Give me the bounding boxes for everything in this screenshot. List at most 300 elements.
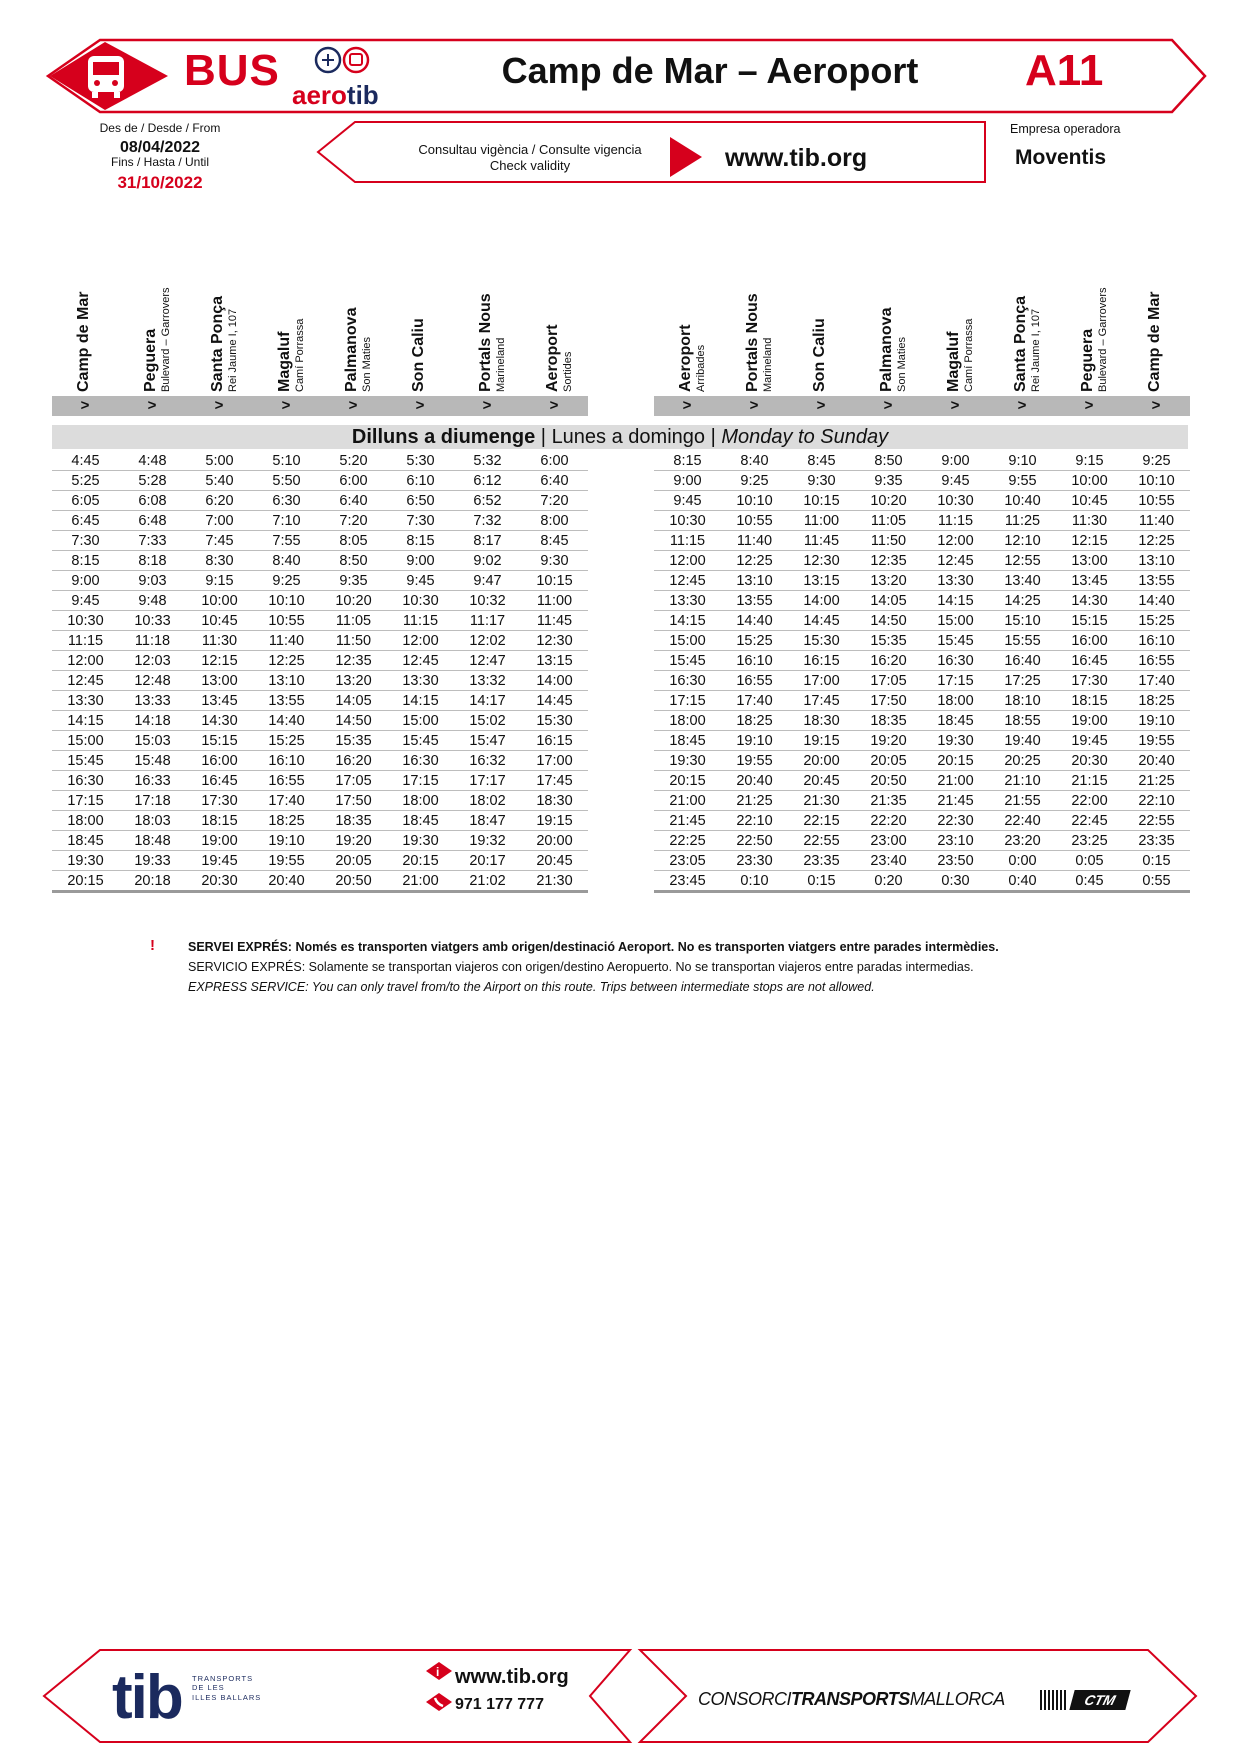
time-cell: 8:40 xyxy=(721,451,788,471)
stop-name: Son Caliu xyxy=(811,318,828,392)
operator-label: Empresa operadora xyxy=(1010,122,1121,136)
time-cell: 15:45 xyxy=(654,651,721,671)
time-cell: 14:17 xyxy=(454,691,521,711)
time-cell: 19:30 xyxy=(52,851,119,871)
time-cell: 11:15 xyxy=(52,631,119,651)
time-cell: 15:48 xyxy=(119,751,186,771)
time-cell: 23:10 xyxy=(922,831,989,851)
time-cell: 8:05 xyxy=(320,531,387,551)
time-cell: 14:05 xyxy=(320,691,387,711)
time-cell: 6:00 xyxy=(521,451,588,471)
time-cell: 5:00 xyxy=(186,451,253,471)
direction-arrow: > xyxy=(883,397,893,414)
time-cell: 17:05 xyxy=(855,671,922,691)
stop-name: Peguera xyxy=(1079,328,1096,392)
time-cell: 17:15 xyxy=(922,671,989,691)
time-cell: 7:33 xyxy=(119,531,186,551)
stop-header xyxy=(1147,292,1163,392)
time-cell: 8:18 xyxy=(119,551,186,571)
time-cell: 15:00 xyxy=(387,711,454,731)
footer-frame xyxy=(0,1640,1240,1750)
time-cell: 9:00 xyxy=(654,471,721,491)
time-cell: 13:00 xyxy=(1056,551,1123,571)
time-cell: 21:30 xyxy=(521,871,588,892)
time-cell: 11:25 xyxy=(989,511,1056,531)
direction-arrow: > xyxy=(1151,397,1161,414)
stop-name: Camp de Mar xyxy=(75,291,92,392)
time-cell: 14:40 xyxy=(1123,591,1190,611)
direction-arrow: > xyxy=(950,397,960,414)
time-cell: 14:00 xyxy=(788,591,855,611)
time-cell: 0:10 xyxy=(721,871,788,892)
time-cell: 0:55 xyxy=(1123,871,1190,892)
stop-header xyxy=(76,292,92,392)
time-cell: 17:45 xyxy=(521,771,588,791)
stop-name: Palmanova xyxy=(343,307,360,392)
time-cell: 23:35 xyxy=(1123,831,1190,851)
time-cell: 10:32 xyxy=(454,591,521,611)
time-cell: 23:35 xyxy=(788,851,855,871)
time-cell: 20:05 xyxy=(855,751,922,771)
time-cell: 22:25 xyxy=(654,831,721,851)
inbound-timetable xyxy=(654,451,1190,893)
table-row xyxy=(52,791,588,811)
time-cell: 16:30 xyxy=(654,671,721,691)
table-row xyxy=(52,471,588,491)
time-cell: 18:47 xyxy=(454,811,521,831)
table-row xyxy=(52,771,588,791)
time-cell: 18:10 xyxy=(989,691,1056,711)
table-row xyxy=(52,611,588,631)
time-cell: 12:25 xyxy=(1123,531,1190,551)
time-cell: 15:10 xyxy=(989,611,1056,631)
table-row xyxy=(52,711,588,731)
stop-sub: Sortides xyxy=(562,351,574,392)
time-cell: 9:03 xyxy=(119,571,186,591)
time-cell: 14:25 xyxy=(989,591,1056,611)
time-cell: 7:00 xyxy=(186,511,253,531)
time-cell: 8:15 xyxy=(654,451,721,471)
until-label: Fins / Hasta / Until xyxy=(110,155,210,169)
time-cell: 20:15 xyxy=(52,871,119,892)
time-cell: 0:05 xyxy=(1056,851,1123,871)
time-cell: 16:55 xyxy=(721,671,788,691)
days-label: Dilluns a diumenge | Lunes a domingo | Monday to Sunday xyxy=(351,426,889,448)
table-row xyxy=(52,691,588,711)
time-cell: 19:10 xyxy=(1123,711,1190,731)
time-cell: 16:10 xyxy=(1123,631,1190,651)
time-cell: 19:40 xyxy=(989,731,1056,751)
time-cell: 21:45 xyxy=(654,811,721,831)
time-cell: 17:15 xyxy=(387,771,454,791)
time-cell: 12:45 xyxy=(654,571,721,591)
time-cell: 14:50 xyxy=(320,711,387,731)
time-cell: 12:55 xyxy=(989,551,1056,571)
time-cell: 7:55 xyxy=(253,531,320,551)
time-cell: 23:50 xyxy=(922,851,989,871)
time-cell: 12:45 xyxy=(52,671,119,691)
time-cell: 14:18 xyxy=(119,711,186,731)
time-cell: 16:30 xyxy=(922,651,989,671)
table-row xyxy=(52,871,588,892)
time-cell: 11:18 xyxy=(119,631,186,651)
time-cell: 15:35 xyxy=(855,631,922,651)
time-cell: 17:18 xyxy=(119,791,186,811)
time-cell: 6:45 xyxy=(52,511,119,531)
time-cell: 0:15 xyxy=(1123,851,1190,871)
stop-name: Camp de Mar xyxy=(1146,291,1163,392)
time-cell: 20:00 xyxy=(788,751,855,771)
time-cell: 16:32 xyxy=(454,751,521,771)
stop-name: Portals Nous xyxy=(744,293,761,392)
time-cell: 17:50 xyxy=(855,691,922,711)
bus-label: BUS xyxy=(184,46,280,95)
time-cell: 12:30 xyxy=(521,631,588,651)
consult-validity: Consultau vigència / Consulte vigencia Check validity xyxy=(418,142,642,174)
time-cell: 12:25 xyxy=(253,651,320,671)
time-cell: 19:55 xyxy=(253,851,320,871)
route-title: Camp de Mar – Aeroport xyxy=(501,50,919,91)
time-cell: 18:15 xyxy=(186,811,253,831)
table-row xyxy=(654,531,1190,551)
time-cell: 13:45 xyxy=(186,691,253,711)
time-cell: 9:00 xyxy=(387,551,454,571)
time-cell: 16:15 xyxy=(521,731,588,751)
table-row xyxy=(654,831,1190,851)
stop-header xyxy=(411,318,427,392)
time-cell: 17:40 xyxy=(253,791,320,811)
time-cell: 8:15 xyxy=(387,531,454,551)
table-row xyxy=(654,671,1190,691)
time-cell: 16:10 xyxy=(253,751,320,771)
time-cell: 6:40 xyxy=(521,471,588,491)
time-cell: 17:40 xyxy=(721,691,788,711)
time-cell: 9:45 xyxy=(387,571,454,591)
svg-text:i: i xyxy=(436,1665,440,1679)
time-cell: 21:25 xyxy=(1123,771,1190,791)
time-cell: 16:10 xyxy=(721,651,788,671)
time-cell: 18:00 xyxy=(922,691,989,711)
time-cell: 7:32 xyxy=(454,511,521,531)
aerotib-logo: aerotib xyxy=(292,80,379,110)
table-row xyxy=(654,691,1190,711)
time-cell: 18:30 xyxy=(521,791,588,811)
time-cell: 14:15 xyxy=(52,711,119,731)
time-cell: 6:50 xyxy=(387,491,454,511)
tib-logo: tib xyxy=(112,1663,182,1732)
time-cell: 6:10 xyxy=(387,471,454,491)
time-cell: 10:15 xyxy=(788,491,855,511)
stop-sub: Arribades xyxy=(695,344,707,392)
time-cell: 21:00 xyxy=(387,871,454,892)
time-cell: 11:40 xyxy=(253,631,320,651)
time-cell: 14:45 xyxy=(788,611,855,631)
time-cell: 10:55 xyxy=(253,611,320,631)
time-cell: 13:10 xyxy=(1123,551,1190,571)
time-cell: 13:20 xyxy=(855,571,922,591)
time-cell: 17:50 xyxy=(320,791,387,811)
time-cell: 10:15 xyxy=(521,571,588,591)
time-cell: 12:00 xyxy=(654,551,721,571)
time-cell: 6:05 xyxy=(52,491,119,511)
direction-arrow: > xyxy=(214,397,224,414)
time-cell: 18:35 xyxy=(855,711,922,731)
time-cell: 8:50 xyxy=(855,451,922,471)
direction-arrow: > xyxy=(147,397,157,414)
time-cell: 5:25 xyxy=(52,471,119,491)
time-cell: 7:10 xyxy=(253,511,320,531)
table-row xyxy=(654,811,1190,831)
note-english: EXPRESS SERVICE: You can only travel from/to the Airport on this route. Trips between intermediate stops are not allowed. xyxy=(188,980,875,994)
time-cell: 9:15 xyxy=(186,571,253,591)
time-cell: 11:30 xyxy=(1056,511,1123,531)
table-row xyxy=(52,831,588,851)
time-cell: 11:15 xyxy=(654,531,721,551)
time-cell: 9:35 xyxy=(855,471,922,491)
time-cell: 15:47 xyxy=(454,731,521,751)
time-cell: 17:00 xyxy=(788,671,855,691)
time-cell: 0:30 xyxy=(922,871,989,892)
time-cell: 10:30 xyxy=(387,591,454,611)
time-cell: 14:45 xyxy=(521,691,588,711)
time-cell: 5:20 xyxy=(320,451,387,471)
time-cell: 9:45 xyxy=(52,591,119,611)
time-cell: 20:50 xyxy=(320,871,387,892)
time-cell: 21:00 xyxy=(654,791,721,811)
time-cell: 11:45 xyxy=(521,611,588,631)
from-date: 08/04/2022 xyxy=(119,139,201,156)
time-cell: 14:40 xyxy=(253,711,320,731)
time-cell: 14:30 xyxy=(186,711,253,731)
time-cell: 17:45 xyxy=(788,691,855,711)
time-cell: 23:30 xyxy=(721,851,788,871)
time-cell: 14:30 xyxy=(1056,591,1123,611)
time-cell: 12:03 xyxy=(119,651,186,671)
time-cell: 6:48 xyxy=(119,511,186,531)
time-cell: 20:15 xyxy=(654,771,721,791)
time-cell: 18:00 xyxy=(52,811,119,831)
time-cell: 18:48 xyxy=(119,831,186,851)
table-row xyxy=(654,631,1190,651)
time-cell: 9:45 xyxy=(654,491,721,511)
time-cell: 0:40 xyxy=(989,871,1056,892)
time-cell: 9:25 xyxy=(253,571,320,591)
website-link[interactable]: www.tib.org xyxy=(725,144,868,172)
time-cell: 21:25 xyxy=(721,791,788,811)
info-icon xyxy=(426,1662,452,1680)
direction-arrow: > xyxy=(415,397,425,414)
time-cell: 9:45 xyxy=(922,471,989,491)
time-cell: 9:10 xyxy=(989,451,1056,471)
table-row xyxy=(654,551,1190,571)
time-cell: 15:45 xyxy=(52,751,119,771)
time-cell: 13:30 xyxy=(922,571,989,591)
time-cell: 16:00 xyxy=(186,751,253,771)
time-cell: 6:40 xyxy=(320,491,387,511)
time-cell: 10:00 xyxy=(186,591,253,611)
consorci-logo: CONSORCITRANSPORTSMALLORCA xyxy=(698,1689,1005,1709)
table-row xyxy=(52,631,588,651)
time-cell: 21:30 xyxy=(788,791,855,811)
stop-header xyxy=(277,319,306,392)
table-row xyxy=(52,751,588,771)
time-cell: 11:15 xyxy=(922,511,989,531)
time-cell: 6:52 xyxy=(454,491,521,511)
time-cell: 11:50 xyxy=(855,531,922,551)
time-cell: 22:55 xyxy=(1123,811,1190,831)
time-cell: 17:15 xyxy=(52,791,119,811)
time-cell: 22:40 xyxy=(989,811,1056,831)
time-cell: 21:02 xyxy=(454,871,521,892)
table-row xyxy=(654,711,1190,731)
time-cell: 13:55 xyxy=(253,691,320,711)
time-cell: 13:15 xyxy=(521,651,588,671)
time-cell: 20:00 xyxy=(521,831,588,851)
time-cell: 15:45 xyxy=(387,731,454,751)
direction-arrow: > xyxy=(816,397,826,414)
time-cell: 19:20 xyxy=(320,831,387,851)
time-cell: 18:00 xyxy=(387,791,454,811)
time-cell: 15:00 xyxy=(52,731,119,751)
stop-header xyxy=(812,318,828,392)
time-cell: 15:30 xyxy=(521,711,588,731)
time-cell: 15:30 xyxy=(788,631,855,651)
ctm-logo: CTM xyxy=(1069,1690,1130,1710)
time-cell: 18:35 xyxy=(320,811,387,831)
stop-name: Aeroport xyxy=(544,324,561,392)
footer-phone[interactable]: 971 177 777 xyxy=(455,1696,544,1713)
aerotib-logo-icon xyxy=(316,48,368,72)
time-cell: 11:17 xyxy=(454,611,521,631)
table-row xyxy=(52,531,588,551)
time-cell: 18:25 xyxy=(1123,691,1190,711)
time-cell: 9:35 xyxy=(320,571,387,591)
time-cell: 9:47 xyxy=(454,571,521,591)
time-cell: 6:30 xyxy=(253,491,320,511)
stop-header xyxy=(678,324,707,392)
time-cell: 19:30 xyxy=(654,751,721,771)
table-row xyxy=(654,851,1190,871)
table-row xyxy=(52,571,588,591)
time-cell: 7:30 xyxy=(52,531,119,551)
time-cell: 5:30 xyxy=(387,451,454,471)
time-cell: 6:20 xyxy=(186,491,253,511)
table-row xyxy=(52,511,588,531)
time-cell: 18:45 xyxy=(52,831,119,851)
stop-name: Son Caliu xyxy=(410,318,427,392)
time-cell: 10:30 xyxy=(922,491,989,511)
time-cell: 17:00 xyxy=(521,751,588,771)
time-cell: 19:55 xyxy=(1123,731,1190,751)
time-cell: 10:30 xyxy=(654,511,721,531)
from-label: Des de / Desde / From xyxy=(99,121,221,135)
time-cell: 16:20 xyxy=(320,751,387,771)
stop-sub: Bulevard – Garrovers xyxy=(160,287,172,392)
stop-sub: Rei Jaume I, 107 xyxy=(1030,308,1042,392)
time-cell: 20:05 xyxy=(320,851,387,871)
time-cell: 4:48 xyxy=(119,451,186,471)
time-cell: 18:25 xyxy=(253,811,320,831)
time-cell: 20:15 xyxy=(387,851,454,871)
time-cell: 13:45 xyxy=(1056,571,1123,591)
time-cell: 5:10 xyxy=(253,451,320,471)
time-cell: 14:05 xyxy=(855,591,922,611)
time-cell: 10:00 xyxy=(1056,471,1123,491)
stop-header xyxy=(210,296,239,392)
time-cell: 10:55 xyxy=(721,511,788,531)
table-row xyxy=(52,811,588,831)
time-cell: 12:45 xyxy=(387,651,454,671)
time-cell: 22:00 xyxy=(1056,791,1123,811)
operator-name: Moventis xyxy=(1015,146,1107,169)
bus-icon xyxy=(88,56,124,98)
time-cell: 17:30 xyxy=(186,791,253,811)
play-arrow-icon xyxy=(670,137,702,177)
time-cell: 11:00 xyxy=(788,511,855,531)
time-cell: 22:45 xyxy=(1056,811,1123,831)
table-row xyxy=(52,671,588,691)
time-cell: 18:25 xyxy=(721,711,788,731)
direction-arrow: > xyxy=(1084,397,1094,414)
time-cell: 23:20 xyxy=(989,831,1056,851)
time-cell: 10:40 xyxy=(989,491,1056,511)
stop-name: Magaluf xyxy=(945,331,962,392)
time-cell: 13:55 xyxy=(1123,571,1190,591)
table-row xyxy=(654,451,1190,471)
time-cell: 9:48 xyxy=(119,591,186,611)
time-cell: 13:40 xyxy=(989,571,1056,591)
stop-name: Palmanova xyxy=(878,307,895,392)
time-cell: 15:00 xyxy=(654,631,721,651)
time-cell: 12:15 xyxy=(1056,531,1123,551)
note-mark: ! xyxy=(150,937,155,954)
time-cell: 11:40 xyxy=(721,531,788,551)
time-cell: 14:00 xyxy=(521,671,588,691)
stop-sub: Rei Jaume I, 107 xyxy=(227,308,239,392)
time-cell: 8:45 xyxy=(788,451,855,471)
time-cell: 14:15 xyxy=(922,591,989,611)
stop-sub: Camí Porrassa xyxy=(294,318,306,392)
time-cell: 20:30 xyxy=(1056,751,1123,771)
table-row xyxy=(52,491,588,511)
time-cell: 19:45 xyxy=(1056,731,1123,751)
time-cell: 19:33 xyxy=(119,851,186,871)
note-spanish: SERVICIO EXPRÉS: Solamente se transportan viajeros con origen/destino Aeropuerto. No se transportan viajeros entre paradas intermedias. xyxy=(188,960,974,974)
time-cell: 15:02 xyxy=(454,711,521,731)
time-cell: 11:05 xyxy=(855,511,922,531)
stop-sub: Son Maties xyxy=(896,336,908,392)
time-cell: 10:20 xyxy=(855,491,922,511)
time-cell: 16:20 xyxy=(855,651,922,671)
time-cell: 15:55 xyxy=(989,631,1056,651)
time-cell: 8:30 xyxy=(186,551,253,571)
time-cell: 0:20 xyxy=(855,871,922,892)
note-catalan: SERVEI EXPRÉS: Només es transporten viatgers amb origen/destinació Aeroport. No es transporten viatgers entre parades intermèdies. xyxy=(188,940,999,954)
table-row xyxy=(654,651,1190,671)
phone-icon xyxy=(426,1693,452,1711)
time-cell: 12:00 xyxy=(387,631,454,651)
time-cell: 6:08 xyxy=(119,491,186,511)
time-cell: 16:00 xyxy=(1056,631,1123,651)
time-cell: 16:40 xyxy=(989,651,1056,671)
direction-arrow: > xyxy=(80,397,90,414)
time-cell: 13:30 xyxy=(654,591,721,611)
footer-website-link[interactable]: www.tib.org xyxy=(455,1666,569,1688)
table-row xyxy=(52,651,588,671)
time-cell: 7:45 xyxy=(186,531,253,551)
time-cell: 13:55 xyxy=(721,591,788,611)
time-cell: 10:33 xyxy=(119,611,186,631)
